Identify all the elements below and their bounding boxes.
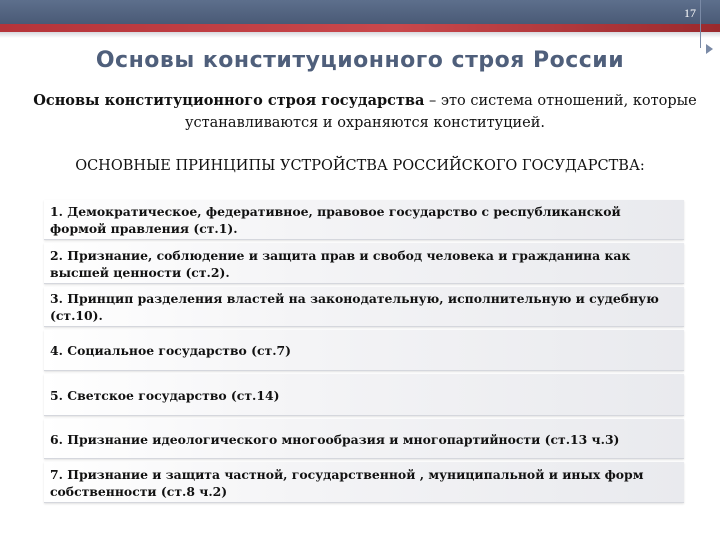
principle-item-3: 3. Принцип разделения властей на законодательную, исполнительную и судебную (ст.10). <box>44 287 684 327</box>
header-shadow <box>0 32 720 38</box>
principle-item-6: 6. Признание идеологического многообразия и многопартийности (ст.13 ч.3) <box>44 419 684 459</box>
header-bar <box>0 0 720 24</box>
slide-title: Основы конституционного строя России <box>95 48 625 73</box>
principle-item-5: 5. Светское государство (ст.14) <box>44 374 684 416</box>
principle-item-1: 1. Демократическое, федеративное, правовое государство с республиканской формой правления (ст.1). <box>44 200 684 240</box>
principle-item-2: 2. Признание, соблюдение и защита прав и свобод человека и гражданина как высшей ценности (ст.2). <box>44 243 684 284</box>
header-accent-stripe <box>0 24 720 32</box>
page-number: 17 <box>684 6 696 20</box>
principle-item-4: 4. Социальное государство (ст.7) <box>44 330 684 371</box>
page-number-divider <box>700 0 701 48</box>
definition-term: Основы конституционного строя государства <box>33 92 425 109</box>
principles-heading: ОСНОВНЫЕ ПРИНЦИПЫ УСТРОЙСТВА РОССИЙСКОГО ГОСУДАРСТВА: <box>75 158 645 174</box>
principle-item-7: 7. Признание и защита частной, государственной , муниципальной и иных форм собственности (ст.8 ч.2) <box>44 462 684 503</box>
definition-text: – это система отношений, которые устанавливаются и охраняются конституцией. <box>184 93 697 131</box>
definition-paragraph <box>30 90 700 134</box>
